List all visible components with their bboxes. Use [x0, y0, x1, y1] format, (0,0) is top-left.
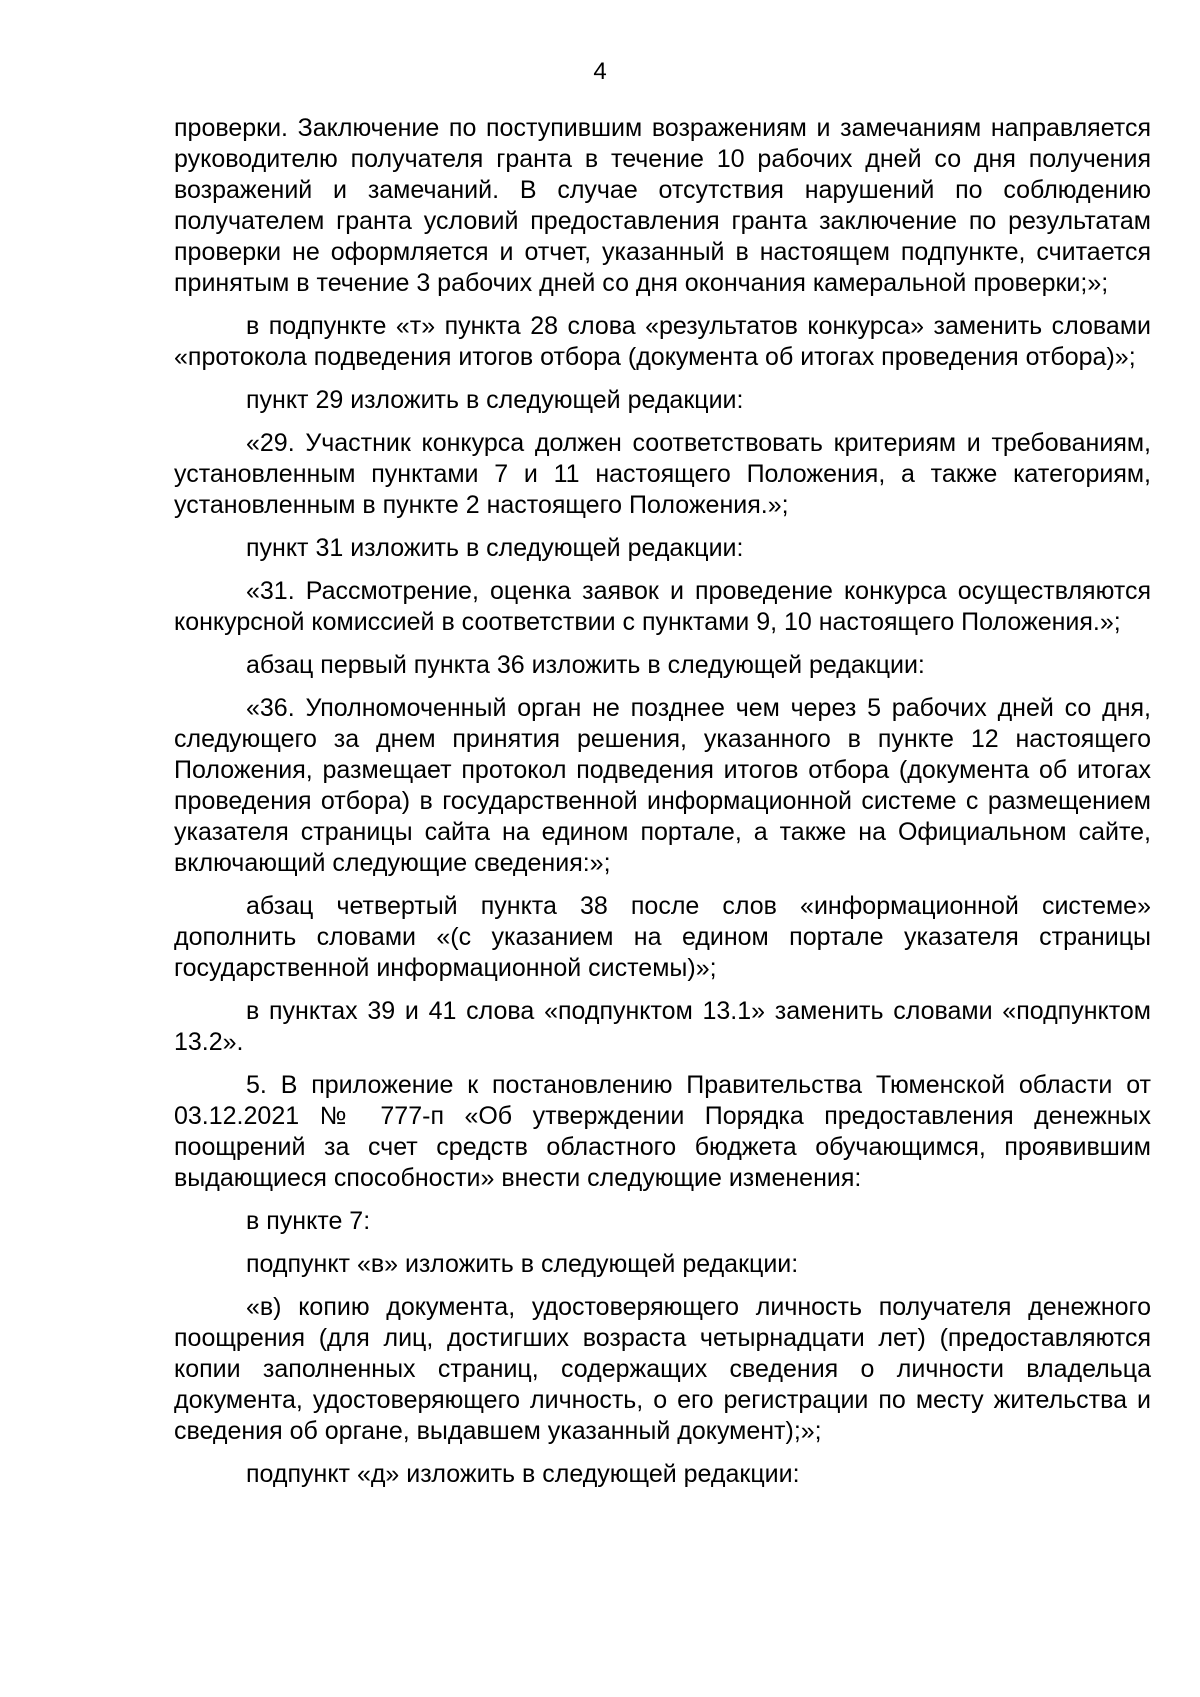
- paragraph: в пункте 7:: [246, 1207, 371, 1235]
- paragraph: «в) копию документа, удостоверяющего личность получателя денежного поощрения (для лиц, достигших возраста четырнадцати лет) (предоставляются копии заполненных страниц, содержащих сведения о личности владельца документа, удостоверяющего личность, о его регистрации по месту жительства и сведения об органе, выдавшем указанный документ);»;: [174, 1293, 1151, 1445]
- paragraph: «36. Уполномоченный орган не позднее чем через 5 рабочих дней со дня, следующего за днем принятия решения, указанного в пункте 12 настоящего Положения, размещает протокол подведения итогов отбора (документа об итогах проведения отбора) в государственной информационной системе с размещением указателя страницы сайта на едином портале, а также на Официальном сайте, включающий следующие сведения:»;: [174, 694, 1151, 877]
- paragraph: пункт 31 изложить в следующей редакции:: [246, 534, 744, 562]
- paragraph: в пунктах 39 и 41 слова «подпунктом 13.1» заменить словами «подпунктом 13.2».: [174, 997, 1151, 1056]
- page-number: 4: [593, 58, 607, 85]
- paragraph: абзац четвертый пункта 38 после слов «информационной системе» дополнить словами «(с указанием на едином портале указателя страницы государственной информационной системы)»;: [174, 892, 1151, 982]
- paragraph: подпункт «д» изложить в следующей редакции:: [246, 1460, 800, 1488]
- paragraph: «29. Участник конкурса должен соответствовать критериям и требованиям, установленным пунктами 7 и 11 настоящего Положения, а также категориям, установленным в пункте 2 настоящего Положения.»;: [174, 429, 1151, 519]
- paragraph: 5. В приложение к постановлению Правительства Тюменской области от 03.12.2021 № 777-п «Об утверждении Порядка предоставления денежных поощрений за счет средств областного бюджета обучающимся, проявившим выдающиеся способности» внести следующие изменения:: [174, 1071, 1151, 1192]
- paragraph: проверки. Заключение по поступившим возражениям и замечаниям направляется руководителю получателя гранта в течение 10 рабочих дней со дня получения возражений и замечаний. В случае отсутствия нарушений по соблюдению получателем гранта условий предоставления гранта заключение по результатам проверки не оформляется и отчет, указанный в настоящем подпункте, считается принятым в течение 3 рабочих дней со дня окончания камеральной проверки;»;: [174, 114, 1151, 297]
- paragraph: абзац первый пункта 36 изложить в следующей редакции:: [246, 651, 925, 679]
- paragraph: «31. Рассмотрение, оценка заявок и проведение конкурса осуществляются конкурсной комиссией в соответствии с пунктами 9, 10 настоящего Положения.»;: [174, 577, 1151, 636]
- document-body: [174, 113, 1151, 1502]
- paragraph: пункт 29 изложить в следующей редакции:: [246, 386, 744, 414]
- paragraph: в подпункте «т» пункта 28 слова «результатов конкурса» заменить словами «протокола подведения итогов отбора (документа об итогах проведения отбора)»;: [174, 312, 1151, 371]
- paragraph: подпункт «в» изложить в следующей редакции:: [246, 1250, 799, 1278]
